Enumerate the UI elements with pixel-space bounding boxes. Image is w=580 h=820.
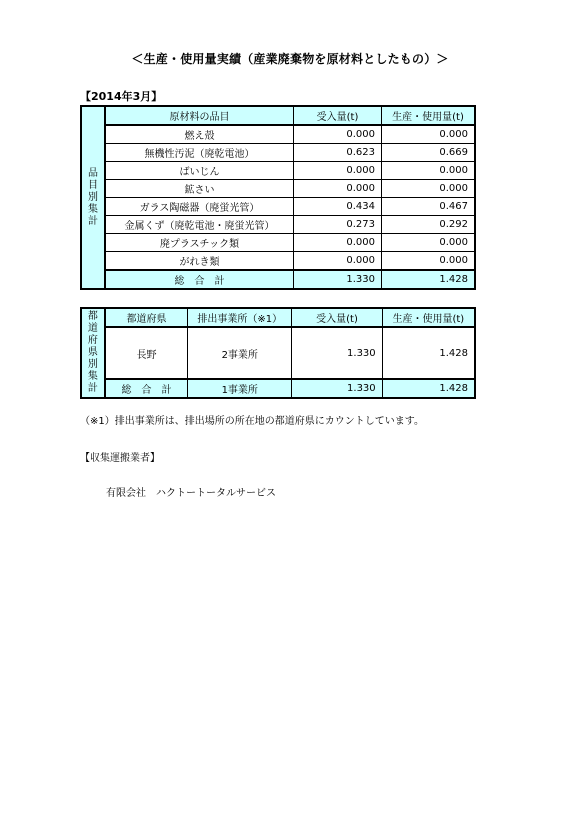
header-item: 原材料の品目	[105, 106, 294, 125]
footnote: （※1）排出事業所は、排出場所の所在地の都道府県にカウントしています。	[80, 416, 424, 427]
item-summary-table	[80, 105, 476, 290]
header-used: 生産・使用量(t)	[382, 106, 476, 125]
header-prefecture: 都道府県	[105, 308, 188, 327]
table-total-row: 総 合 計 1.330 1.428	[81, 270, 475, 289]
page-title: ＜生産・使用量実績（産業廃棄物を原材料としたもの）＞	[131, 52, 449, 66]
table-row: 長野 2事業所 1.330 1.428	[81, 327, 475, 379]
item-table-side-label: 品目別集計	[81, 106, 105, 289]
table-row: 鉱さい 0.000 0.000	[81, 180, 475, 198]
pref-table-side-label: 都道府県別集計	[81, 308, 105, 398]
table-total-row: 総 合 計 1事業所 1.330 1.428	[81, 379, 475, 398]
prefecture-summary-table	[80, 307, 476, 399]
header-received: 受入量(t)	[294, 106, 382, 125]
period-label: 【2014年3月】	[80, 90, 163, 103]
table-row: ばいじん 0.000 0.000	[81, 162, 475, 180]
header-sites: 排出事業所（※1）	[188, 308, 292, 327]
collector-heading: 【収集運搬業者】	[80, 453, 160, 464]
table-row: 無機性汚泥（廃乾電池） 0.623 0.669	[81, 144, 475, 162]
table-row: 燃え殻 0.000 0.000	[81, 125, 475, 144]
table-row: がれき類 0.000 0.000	[81, 252, 475, 271]
table-row: ガラス陶磁器（廃蛍光管） 0.434 0.467	[81, 198, 475, 216]
table-row: 廃プラスチック類 0.000 0.000	[81, 234, 475, 252]
header-received: 受入量(t)	[292, 308, 382, 327]
table-row: 金属くず（廃乾電池・廃蛍光管） 0.273 0.292	[81, 216, 475, 234]
collector-name: 有限会社 ハクトートータルサービス	[106, 488, 276, 499]
header-used: 生産・使用量(t)	[382, 308, 475, 327]
